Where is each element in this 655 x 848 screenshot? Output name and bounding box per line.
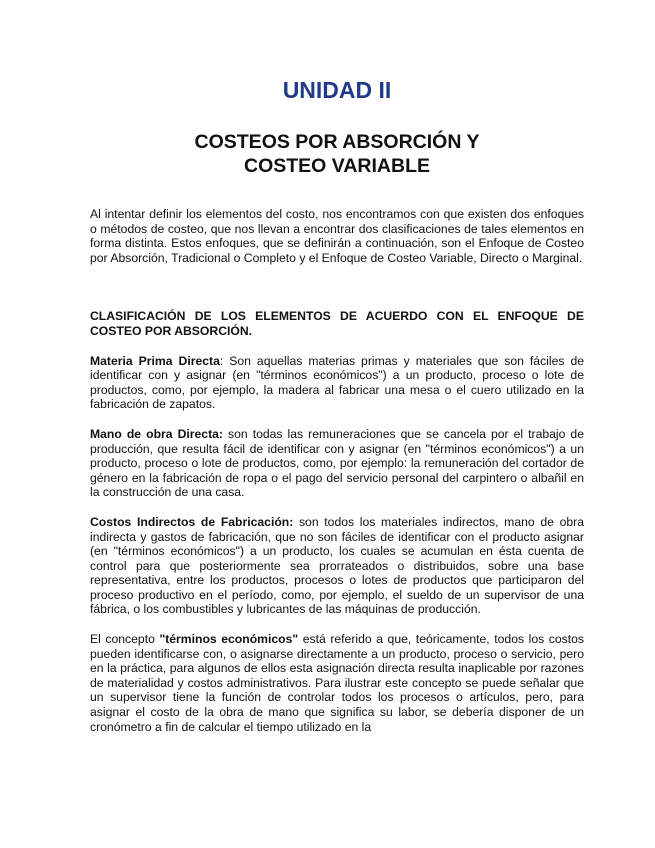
main-title-line-1: COSTEOS POR ABSORCIÓN Y [194,131,480,153]
term-terminos-economicos: "términos económicos" [159,632,299,647]
section-heading: CLASIFICACIÓN DE LOS ELEMENTOS DE ACUERDO CON EL ENFOQUE DE COSTEO POR ABSORCIÓN. [90,309,584,338]
term-materia-prima: Materia Prima Directa [90,353,220,368]
main-title [90,130,584,178]
text-concepto-before: El concepto [90,632,160,647]
text-materia-prima: : Son aquellas materias primas y materiales que son fáciles de identificar con y asignar (en "términos económicos") a un producto, proceso o lote de productos, como, por ejemplo, la madera al fabricar una mesa o el cuero utilizado en la fabricación de zapatos. [90,353,584,412]
paragraph-costos-indirectos [90,515,584,617]
intro-paragraph: Al intentar definir los elementos del costo, nos encontramos con que existen dos enfoques o métodos de costeo, que nos llevan a encontrar dos clasificaciones de tales elementos en forma distinta. Estos enfoques, que se definirán a continuación, son el Enfoque de Costeo por Absorción, Tradicional o Completo y el Enfoque de Costeo Variable, Directo o Marginal. [90,207,584,265]
text-mano-de-obra: son todas las remuneraciones que se cancela por el trabajo de producción, que resulta fácil de identificar con y asignar (en "términos económicos") a un producto, proceso o lote de productos, como, por ejemplo: la remuneración del cortador de género en la fabricación de ropa o el pago del servicio personal del carpintero o albañil en la construcción de una casa. [90,426,584,500]
term-mano-de-obra: Mano de obra Directa: [90,426,223,441]
document-page [90,74,584,734]
paragraph-materia-prima [90,354,584,412]
main-title-line-2: COSTEO VARIABLE [244,155,430,177]
text-concepto-after: está referido a que, teóricamente, todos los costos pueden identificarse con, o asignarse directamente a un producto, proceso o servicio, pero en la práctica, para algunos de ellos esta asignación directa resulta inaplicable por razones de materialidad y costos administrativos. Para ilustrar este concepto se puede señalar que un supervisor tiene la función de controlar todos los procesos o artículos, pero, para asignar el costo de la obra de mano que significa su labor, se debería disponer de un cronómetro a fin de calcular el tiempo utilizado en la [90,632,585,734]
paragraph-concepto [90,632,584,734]
paragraph-mano-de-obra [90,427,584,500]
unit-title: UNIDAD II [282,77,392,103]
term-costos-indirectos: Costos Indirectos de Fabricación: [90,514,294,529]
text-costos-indirectos: son todos los materiales indirectos, mano de obra indirecta y gastos de fabricación, que no son fáciles de identificar con el producto asignar (en "términos económicos") a un producto, los cuales se acumulan en ésta cuenta de control para que posteriormente sea prorrateados o distribuidos, sobre una base representativa, entre los productos, procesos o lotes de productos que participaron del proceso productivo en el período, como, por ejemplo, el sueldo de un supervisor de una fábrica, o los combustibles y lubricantes de las máquinas de producción. [90,514,584,617]
